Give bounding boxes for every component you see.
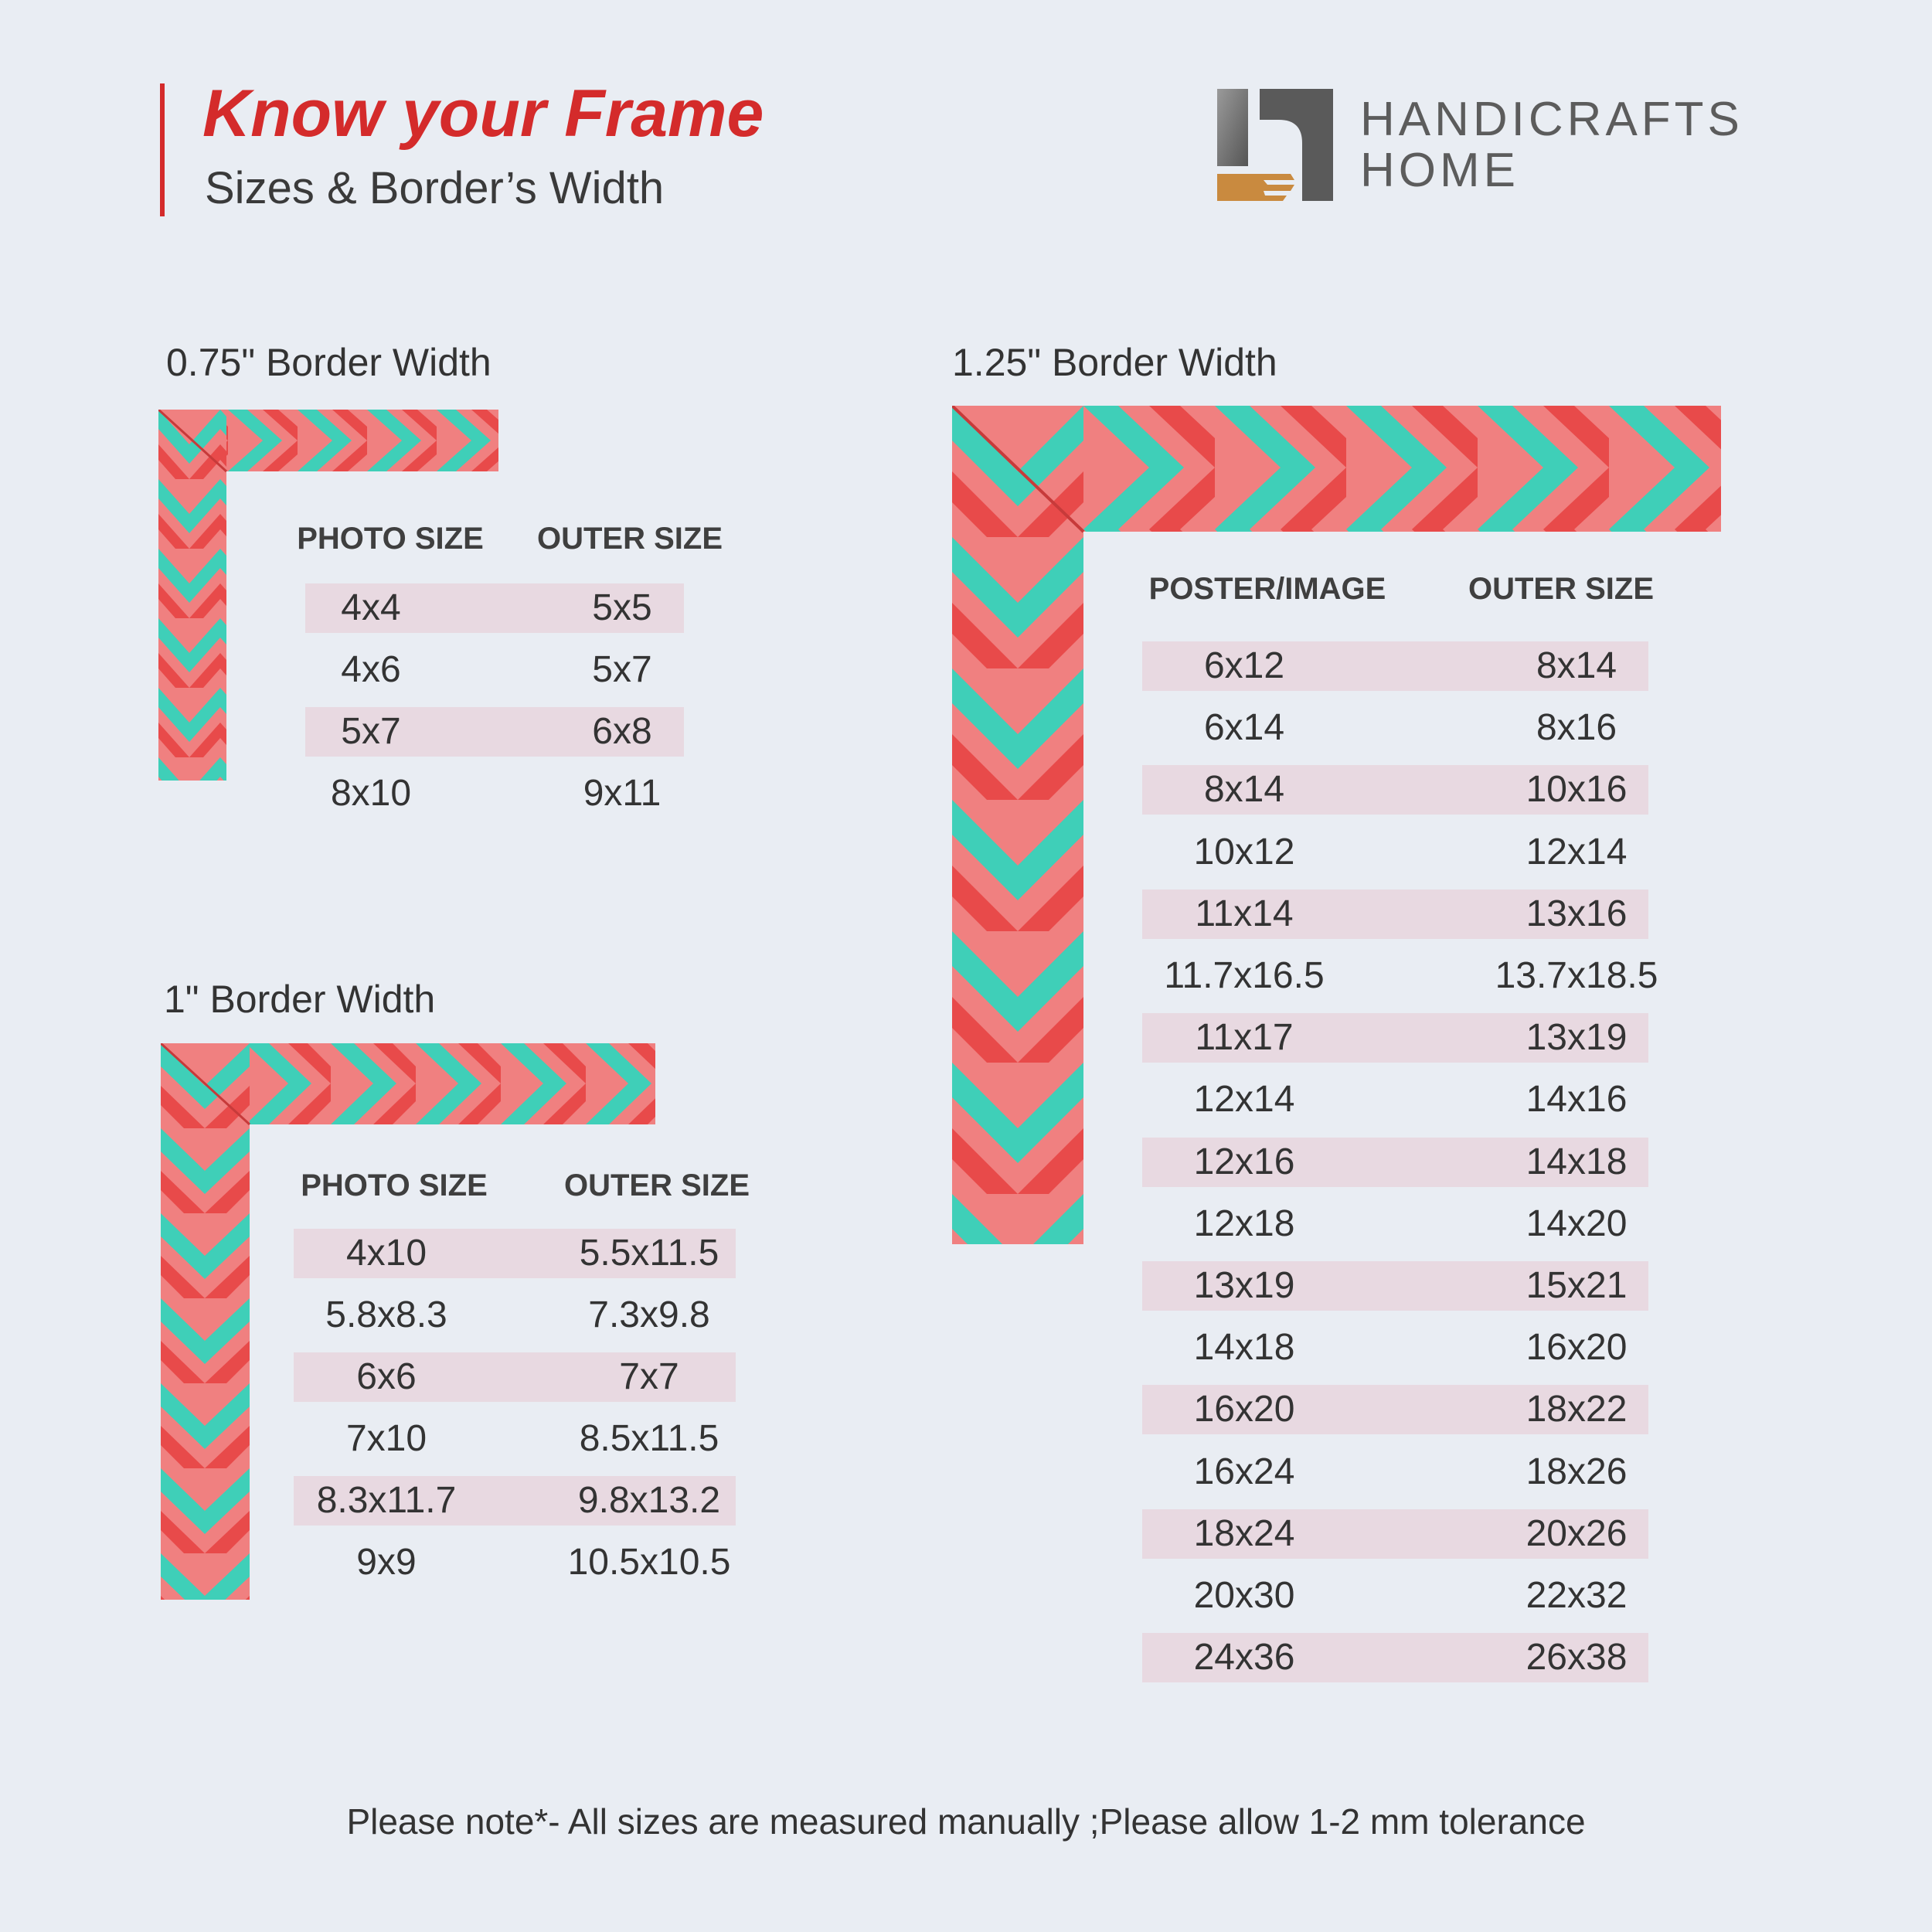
col-head-075-outer: OUTER SIZE (536, 522, 723, 556)
photo-size-cell: 24x36 (1193, 1637, 1295, 1679)
outer-size-cell: 7x7 (619, 1356, 679, 1397)
outer-size-cell: 12x14 (1526, 831, 1628, 872)
photo-size-cell: 12x14 (1193, 1079, 1295, 1121)
outer-size-cell: 8.5x11.5 (579, 1418, 719, 1459)
photo-size-cell: 8x14 (1203, 769, 1285, 811)
photo-size-cell: 11x17 (1195, 1017, 1294, 1059)
outer-size-cell: 5x7 (592, 649, 652, 690)
section-title-125: 1.25" Border Width (952, 341, 1277, 384)
photo-size-cell: 18x24 (1193, 1512, 1295, 1554)
photo-size-cell: 20x30 (1193, 1575, 1295, 1616)
outer-size-cell: 5x5 (592, 587, 652, 628)
brand-line-1: HANDICRAFTS (1360, 93, 1743, 146)
col-head-1-outer: OUTER SIZE (563, 1168, 750, 1202)
photo-size-cell: 6x6 (356, 1356, 417, 1397)
outer-size-cell: 10x16 (1526, 769, 1628, 811)
photo-size-cell: 12x18 (1193, 1202, 1295, 1244)
photo-size-cell: 5.8x8.3 (325, 1294, 447, 1335)
outer-size-cell: 14x16 (1526, 1079, 1628, 1121)
photo-size-cell: 10x12 (1193, 831, 1295, 872)
outer-size-cell: 13x19 (1526, 1017, 1628, 1059)
photo-size-cell: 5x7 (341, 711, 401, 752)
photo-size-cell: 11.7x16.5 (1164, 955, 1325, 996)
outer-size-cell: 13.7x18.5 (1495, 955, 1658, 996)
outer-size-cell: 8x16 (1536, 707, 1617, 749)
title-accent-bar (160, 83, 165, 216)
col-head-075-photo: PHOTO SIZE (297, 522, 484, 556)
tolerance-note: Please note*- All sizes are measured manually ;Please allow 1-2 mm tolerance (346, 1801, 1586, 1842)
photo-size-cell: 13x19 (1193, 1265, 1295, 1306)
outer-size-cell: 9.8x13.2 (577, 1480, 721, 1521)
photo-size-cell: 7x10 (345, 1418, 427, 1459)
photo-size-cell: 11x14 (1195, 893, 1294, 934)
photo-size-cell: 9x9 (356, 1542, 417, 1583)
col-head-125-outer: OUTER SIZE (1468, 572, 1655, 606)
outer-size-cell: 5.5x11.5 (579, 1233, 719, 1274)
col-head-125-poster: POSTER/IMAGE (1148, 572, 1386, 606)
outer-size-cell: 18x26 (1526, 1451, 1628, 1492)
photo-size-cell: 12x16 (1193, 1141, 1295, 1182)
outer-size-cell: 10.5x10.5 (567, 1542, 731, 1583)
col-head-1-photo: PHOTO SIZE (301, 1168, 488, 1202)
page-subtitle: Sizes & Border’s Width (205, 163, 665, 213)
photo-size-cell: 16x24 (1193, 1451, 1295, 1492)
photo-size-cell: 16x20 (1193, 1389, 1295, 1430)
outer-size-cell: 15x21 (1526, 1265, 1628, 1306)
photo-size-cell: 8x10 (330, 773, 412, 814)
handicrafts-home-logo-icon (1217, 89, 1341, 201)
photo-size-cell: 4x10 (345, 1233, 427, 1274)
outer-size-cell: 9x11 (583, 773, 662, 814)
photo-size-cell: 4x4 (341, 587, 401, 628)
outer-size-cell: 16x20 (1526, 1327, 1628, 1369)
outer-size-cell: 18x22 (1526, 1389, 1628, 1430)
page-title: Know your Frame (202, 77, 764, 151)
photo-size-cell: 14x18 (1193, 1327, 1295, 1369)
photo-size-cell: 6x12 (1203, 645, 1285, 686)
outer-size-cell: 7.3x9.8 (588, 1294, 710, 1335)
outer-size-cell: 22x32 (1526, 1575, 1628, 1616)
section-title-1: 1" Border Width (164, 978, 436, 1021)
outer-size-cell: 14x20 (1526, 1202, 1628, 1244)
outer-size-cell: 26x38 (1526, 1637, 1628, 1679)
outer-size-cell: 14x18 (1526, 1141, 1628, 1182)
outer-size-cell: 6x8 (592, 711, 652, 752)
photo-size-cell: 6x14 (1203, 707, 1285, 749)
outer-size-cell: 20x26 (1526, 1512, 1628, 1554)
brand-line-2: HOME (1360, 144, 1519, 197)
outer-size-cell: 8x14 (1536, 645, 1617, 686)
outer-size-cell: 13x16 (1526, 893, 1628, 934)
section-title-075: 0.75" Border Width (166, 341, 492, 384)
brand-name (1360, 94, 1743, 196)
photo-size-cell: 8.3x11.7 (316, 1480, 457, 1521)
photo-size-cell: 4x6 (341, 649, 401, 690)
